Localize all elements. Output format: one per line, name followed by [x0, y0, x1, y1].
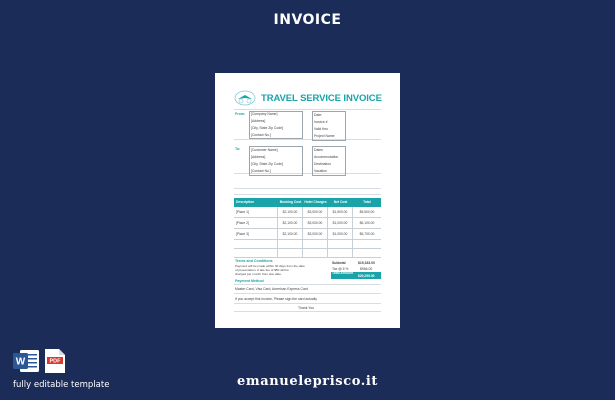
invoice-date-label: Date: — [314, 113, 323, 117]
row-net-cost: $1,000.00 — [328, 218, 353, 228]
to-line: [Address] — [251, 155, 266, 159]
col-net-cost: Net Cost — [333, 199, 348, 204]
terms-text: of presentation. A late fee of $50 will be — [235, 268, 289, 272]
table-row — [234, 207, 381, 218]
row-description: [Place 1] — [234, 207, 278, 217]
valid-thru-label: Valid thru — [314, 127, 329, 131]
from-line: [Address] — [251, 119, 266, 123]
project-name-label: Project Name — [314, 134, 335, 138]
row-net-cost: $1,000.00 — [328, 229, 353, 239]
word-icon-letter: W — [15, 356, 26, 368]
inquiry-text: If you accept this invoice, Please sign the card actually — [235, 297, 317, 301]
vacation-label: Vacation — [314, 169, 327, 173]
total-label: Total Amount — [332, 271, 353, 275]
terms-text: charged per month from due date. — [235, 272, 282, 276]
from-line: [City, State Zip Code] — [251, 126, 283, 130]
invoice-preview-sheet — [215, 73, 400, 328]
to-line: [City, State Zip Code] — [251, 162, 283, 166]
dates-label: Dates — [314, 148, 323, 152]
pdf-file-icon — [44, 348, 66, 374]
invoice-document — [234, 90, 381, 312]
table-row-empty — [234, 249, 381, 258]
row-hotel-charges: $3,000.00 — [303, 229, 328, 239]
payment-label: Payment Method — [235, 279, 264, 283]
row-booking-cost: $2,100.00 — [278, 218, 303, 228]
to-label: To: — [235, 147, 241, 151]
payment-text: Master Card, Visa Card, American Express Card — [235, 287, 308, 291]
to-line: [Customer Name] — [251, 148, 278, 152]
thank-you-text: Thank You — [298, 306, 315, 310]
from-line: [Company Name] — [251, 112, 278, 116]
from-line: [Contact No.] — [251, 133, 271, 137]
table-row-empty — [234, 240, 381, 249]
row-description: [Place 3] — [234, 229, 278, 239]
tax-label: Tax @ 5 % — [332, 267, 349, 271]
travel-logo-icon — [234, 90, 256, 106]
subtotal-value: $19,333.00 — [358, 261, 375, 265]
row-description: [Place 2] — [234, 218, 278, 228]
destination-label: Destination — [314, 162, 331, 166]
row-total: $6,100.00 — [359, 221, 375, 225]
invoice-title: TRAVEL SERVICE INVOICE — [261, 93, 382, 104]
row-booking-cost: $2,100.00 — [278, 229, 303, 239]
from-label: From: — [235, 112, 246, 116]
brand-footer: emanueleprisco.it — [236, 374, 379, 389]
table-row — [234, 218, 381, 229]
page-title: INVOICE — [273, 12, 342, 28]
row-total: $6,700.00 — [359, 232, 375, 236]
word-file-icon — [12, 349, 40, 373]
invoice-number-label: Invoice # — [314, 120, 328, 124]
to-line: [Contact No.] — [251, 169, 271, 173]
table-row — [234, 229, 381, 240]
col-description: Description — [236, 199, 255, 204]
col-booking-cost: Booking Cost — [279, 199, 302, 204]
row-total: $5,500.00 — [359, 210, 375, 214]
terms-label: Terms and Conditions — [235, 259, 273, 263]
row-hotel-charges: $3,000.00 — [303, 207, 328, 217]
subtotal-label: Subtotal — [332, 261, 346, 265]
col-total: Total — [363, 199, 371, 204]
accommodation-label: Accommodation — [314, 155, 339, 159]
pdf-icon-text: PDF — [49, 358, 61, 365]
row-net-cost: $1,500.00 — [328, 207, 353, 217]
col-hotel-charges: Hotel Charges — [304, 199, 327, 204]
row-booking-cost: $2,100.00 — [278, 207, 303, 217]
editable-template-caption: fully editable template — [13, 380, 110, 390]
total-value: $20,299.00 — [358, 274, 375, 278]
tax-value: $966.00 — [360, 267, 373, 271]
terms-text: Payment will be made within 30 days from the date — [235, 264, 305, 268]
items-table-header — [234, 198, 381, 207]
row-hotel-charges: $3,000.00 — [303, 218, 328, 228]
